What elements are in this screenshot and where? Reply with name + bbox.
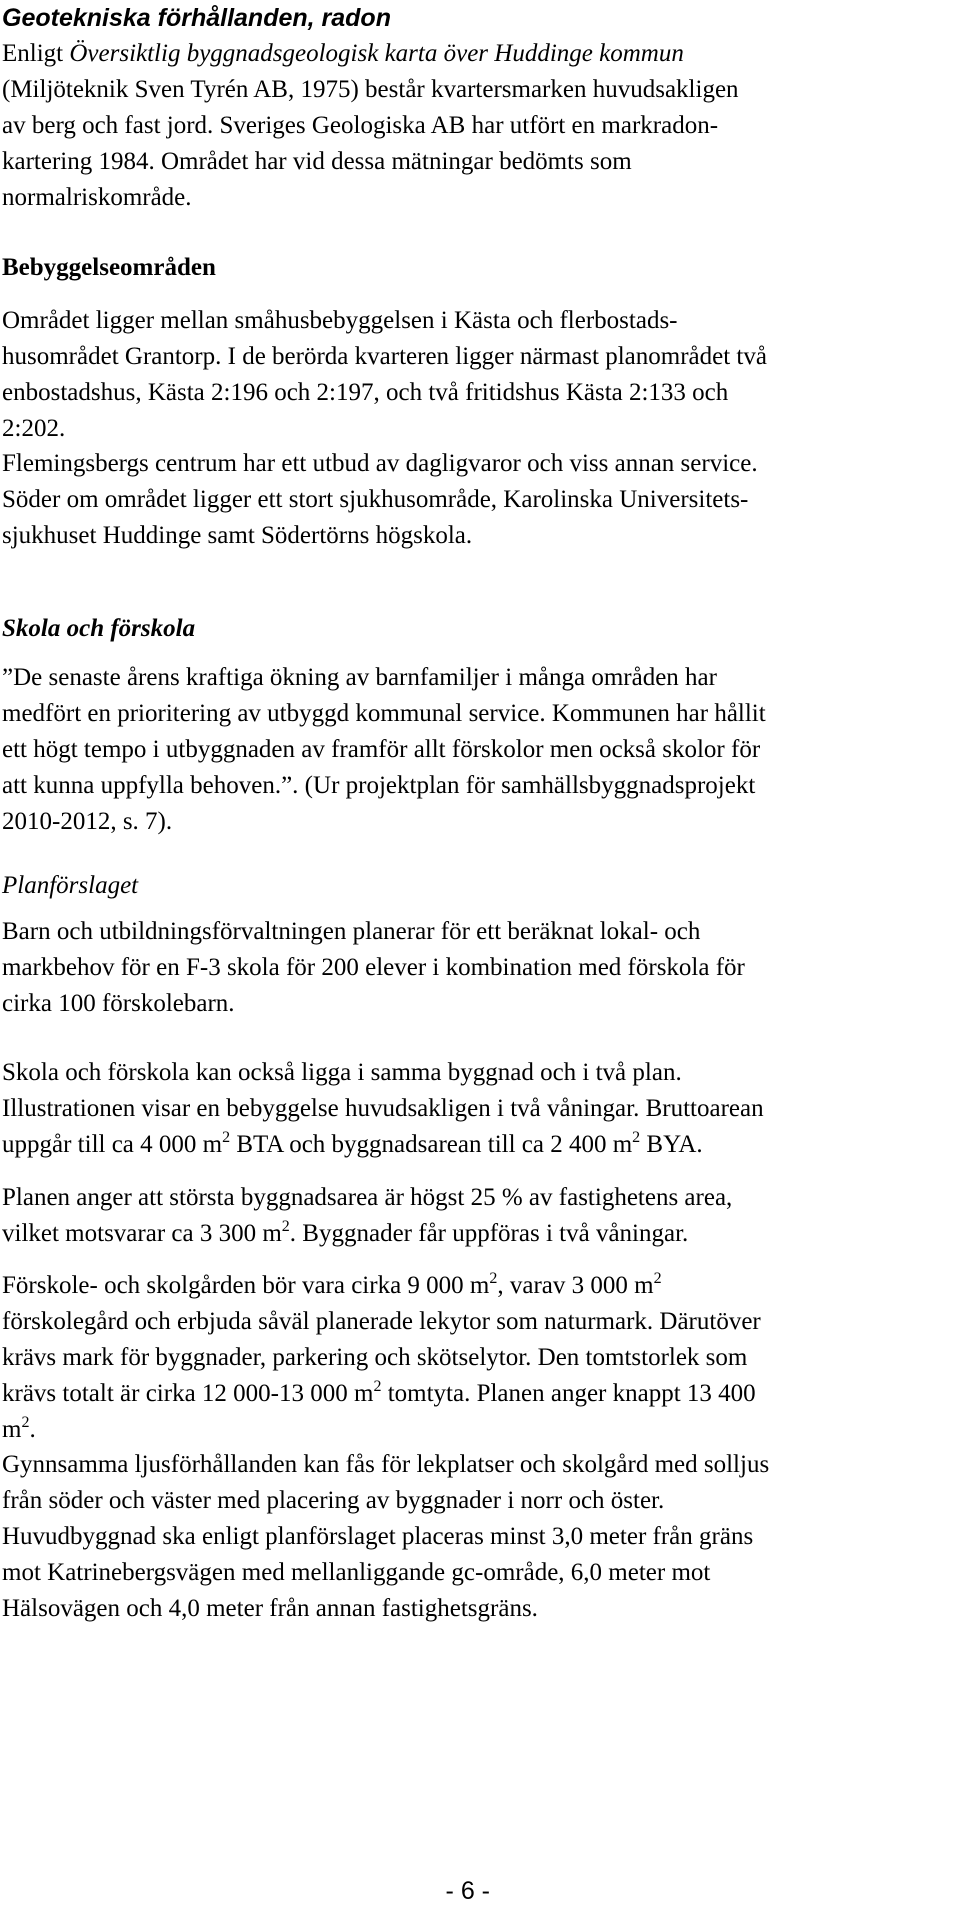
text-line: Illustrationen visar en bebyggelse huvudsakligen i två våningar. Bruttoarean	[2, 1095, 764, 1122]
text-line: Söder om området ligger ett stort sjukhusområde, Karolinska Universitets-	[2, 486, 749, 513]
text-line: Gynnsamma ljusförhållanden kan fås för lekplatser och skolgård med solljus	[2, 1451, 770, 1478]
paragraph-geotekniska	[2, 36, 958, 216]
text-line: krävs totalt är cirka 12 000-13 000 $m^2$ tomtyta. Planen anger knappt 13 400	[2, 1378, 756, 1407]
paragraph-plan-1	[2, 914, 958, 1022]
text-line: Förskole- och skolgården bör vara cirka 9 000 $m^2$, varav 3 000 $m^2$	[2, 1270, 662, 1299]
superscript-2: 2	[222, 1129, 231, 1146]
superscript-2: 2	[653, 1270, 662, 1287]
text-line: Flemingsbergs centrum har ett utbud av dagligvaror och viss annan service.	[2, 450, 758, 477]
paragraph-plan-5	[2, 1447, 958, 1627]
superscript-2: 2	[281, 1218, 290, 1235]
text-line: Hälsovägen och 4,0 meter från annan fastighetsgräns.	[2, 1595, 538, 1622]
text-line: Enligt Översiktlig byggnadsgeologisk karta över Huddinge kommun	[2, 40, 684, 67]
text-line: mot Katrinebergsvägen med mellanliggande gc-område, 6,0 meter mot	[2, 1559, 711, 1586]
superscript-2: 2	[21, 1414, 30, 1431]
superscript-2: 2	[373, 1378, 382, 1395]
text-line: husområdet Grantorp. I de berörda kvarteren ligger närmast planområdet två	[2, 343, 767, 370]
text-line: 2010-2012, s. 7).	[2, 808, 173, 835]
heading-skola-och-forskola: Skola och förskola	[2, 615, 196, 642]
page-number: - 6 -	[445, 1877, 490, 1905]
text-line: sjukhuset Huddinge samt Södertörns högskola.	[2, 522, 473, 549]
paragraph-bebyggelse-2	[2, 446, 958, 554]
text-line: normalriskområde.	[2, 184, 192, 211]
text-line: 2:202.	[2, 415, 66, 442]
heading-bebyggelseomraden: Bebyggelseområden	[2, 254, 216, 281]
text-line: enbostadshus, Kästa 2:196 och 2:197, och två fritidshus Kästa 2:133 och	[2, 379, 729, 406]
paragraph-plan-4	[2, 1268, 958, 1448]
text-line: Barn och utbildningsförvaltningen planerar för ett beräknat lokal- och	[2, 918, 701, 945]
text-line: vilket motsvarar ca 3 300 $m^2$. Byggnader får uppföras i två våningar.	[2, 1218, 689, 1247]
text-line: av berg och fast jord. Sveriges Geologiska AB har utfört en markradon-	[2, 112, 719, 139]
text-line: medfört en prioritering av utbyggd kommunal service. Kommunen har hållit	[2, 700, 766, 727]
text-line: $m^2$.	[2, 1414, 36, 1443]
text-line: (Miljöteknik Sven Tyrén AB, 1975) består kvartersmarken huvudsakligen	[2, 76, 739, 103]
text-line: Området ligger mellan småhusbebyggelsen i Kästa och flerbostads-	[2, 307, 678, 334]
text-line: cirka 100 förskolebarn.	[2, 990, 235, 1017]
text-line: förskolegård och erbjuda såväl planerade lekytor som naturmark. Därutöver	[2, 1308, 761, 1335]
text-line: krävs mark för byggnader, parkering och skötselytor. Den tomtstorlek som	[2, 1344, 748, 1371]
superscript-2: 2	[632, 1129, 641, 1146]
text-line: Skola och förskola kan också ligga i samma byggnad och i två plan.	[2, 1059, 682, 1086]
heading-geotekniska: Geotekniska förhållanden, radon	[2, 4, 391, 32]
paragraph-bebyggelse-1	[2, 303, 958, 447]
paragraph-plan-2	[2, 1055, 958, 1163]
text-line: uppgår till ca 4 000 $m^2$ BTA och byggnadsarean till ca 2 400 $m^2$ BYA.	[2, 1129, 703, 1158]
text-line: kartering 1984. Området har vid dessa mätningar bedömts som	[2, 148, 632, 175]
paragraph-plan-3	[2, 1180, 958, 1252]
text-line: markbehov för en F-3 skola för 200 elever i kombination med förskola för	[2, 954, 745, 981]
text-line: Planen anger att största byggnadsarea är högst 25 % av fastighetens area,	[2, 1184, 733, 1211]
text-line: ”De senaste årens kraftiga ökning av barnfamiljer i många områden har	[2, 664, 717, 691]
text-line: Huvudbyggnad ska enligt planförslaget placeras minst 3,0 meter från gräns	[2, 1523, 754, 1550]
text-line: från söder och väster med placering av byggnader i norr och öster.	[2, 1487, 665, 1514]
superscript-2: 2	[489, 1270, 498, 1287]
paragraph-skola-quote	[2, 660, 958, 840]
text-line: att kunna uppfylla behoven.”. (Ur projektplan för samhällsbyggnadsprojekt	[2, 772, 756, 799]
text-line: ett högt tempo i utbyggnaden av framför allt förskolor men också skolor för	[2, 736, 761, 763]
heading-planforslaget: Planförslaget	[2, 872, 139, 899]
